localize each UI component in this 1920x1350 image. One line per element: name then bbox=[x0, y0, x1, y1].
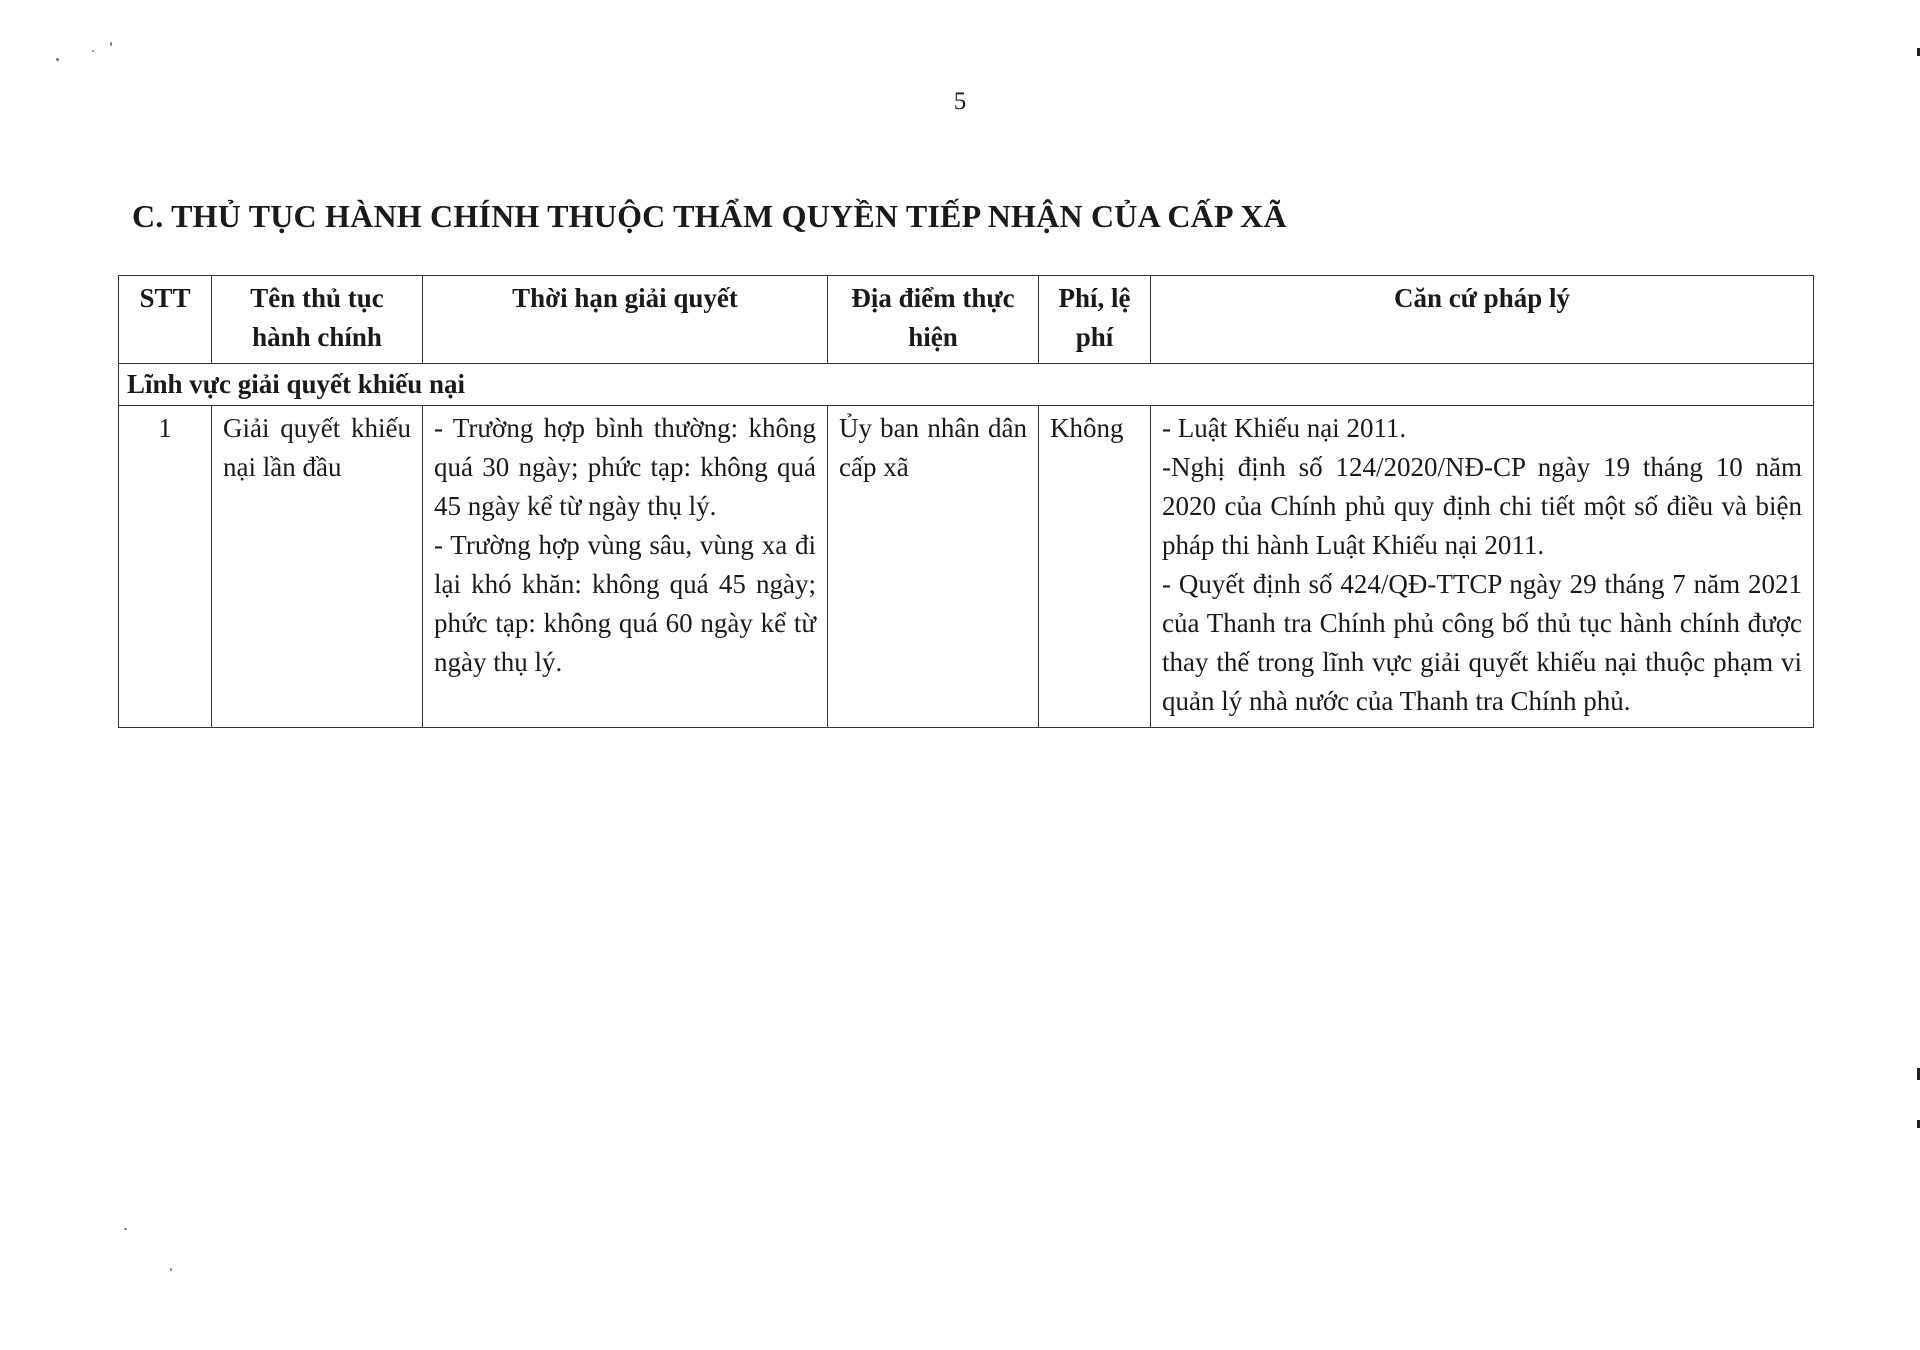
section-title: C. THỦ TỤC HÀNH CHÍNH THUỘC THẨM QUYỀN TIẾP NHẬN CỦA CẤP XÃ bbox=[132, 198, 1287, 234]
procedure-table bbox=[118, 275, 1814, 728]
header-fee: Phí, lệ phí bbox=[1039, 276, 1151, 364]
scan-speck bbox=[170, 1268, 172, 1271]
table-header-row bbox=[119, 276, 1814, 364]
cell-stt: 1 bbox=[119, 406, 212, 728]
page-number: 5 bbox=[953, 88, 967, 115]
time-item: - Trường hợp bình thường: không quá 30 ngày; phức tạp: không quá 45 ngày kể từ ngày thụ lý. bbox=[434, 413, 816, 521]
group-row bbox=[119, 364, 1814, 406]
scan-speck bbox=[92, 50, 94, 52]
header-stt: STT bbox=[119, 276, 212, 364]
group-title: Lĩnh vực giải quyết khiếu nại bbox=[119, 364, 1814, 406]
header-legal: Căn cứ pháp lý bbox=[1151, 276, 1814, 364]
header-place: Địa điểm thực hiện bbox=[828, 276, 1039, 364]
header-name: Tên thủ tục hành chính bbox=[212, 276, 423, 364]
cell-name: Giải quyết khiếu nại lần đầu bbox=[212, 406, 423, 728]
header-time: Thời hạn giải quyết bbox=[423, 276, 828, 364]
cell-fee: Không bbox=[1039, 406, 1151, 728]
cell-legal bbox=[1151, 406, 1814, 728]
legal-item: - Quyết định số 424/QĐ-TTCP ngày 29 tháng 7 năm 2021 của Thanh tra Chính phủ công bố thủ tục hành chính được thay thế trong lĩnh vực giải quyết khiếu nại thuộc phạm vi quản lý nhà nước của Thanh tra Chính phủ. bbox=[1162, 569, 1802, 716]
scan-speck bbox=[124, 1228, 127, 1230]
legal-item: -Nghị định số 124/2020/NĐ-CP ngày 19 tháng 10 năm 2020 của Chính phủ quy định chi tiết một số điều và biện pháp thi hành Luật Khiếu nại 2011. bbox=[1162, 452, 1802, 560]
cell-time bbox=[423, 406, 828, 728]
legal-item: - Luật Khiếu nại 2011. bbox=[1162, 413, 1407, 443]
cell-place: Ủy ban nhân dân cấp xã bbox=[828, 406, 1039, 728]
table-row bbox=[119, 406, 1814, 728]
scan-speck bbox=[110, 42, 112, 46]
time-item: - Trường hợp vùng sâu, vùng xa đi lại khó khăn: không quá 45 ngày; phức tạp: không quá 60 ngày kể từ ngày thụ lý. bbox=[434, 530, 816, 677]
scan-speck bbox=[56, 58, 59, 61]
